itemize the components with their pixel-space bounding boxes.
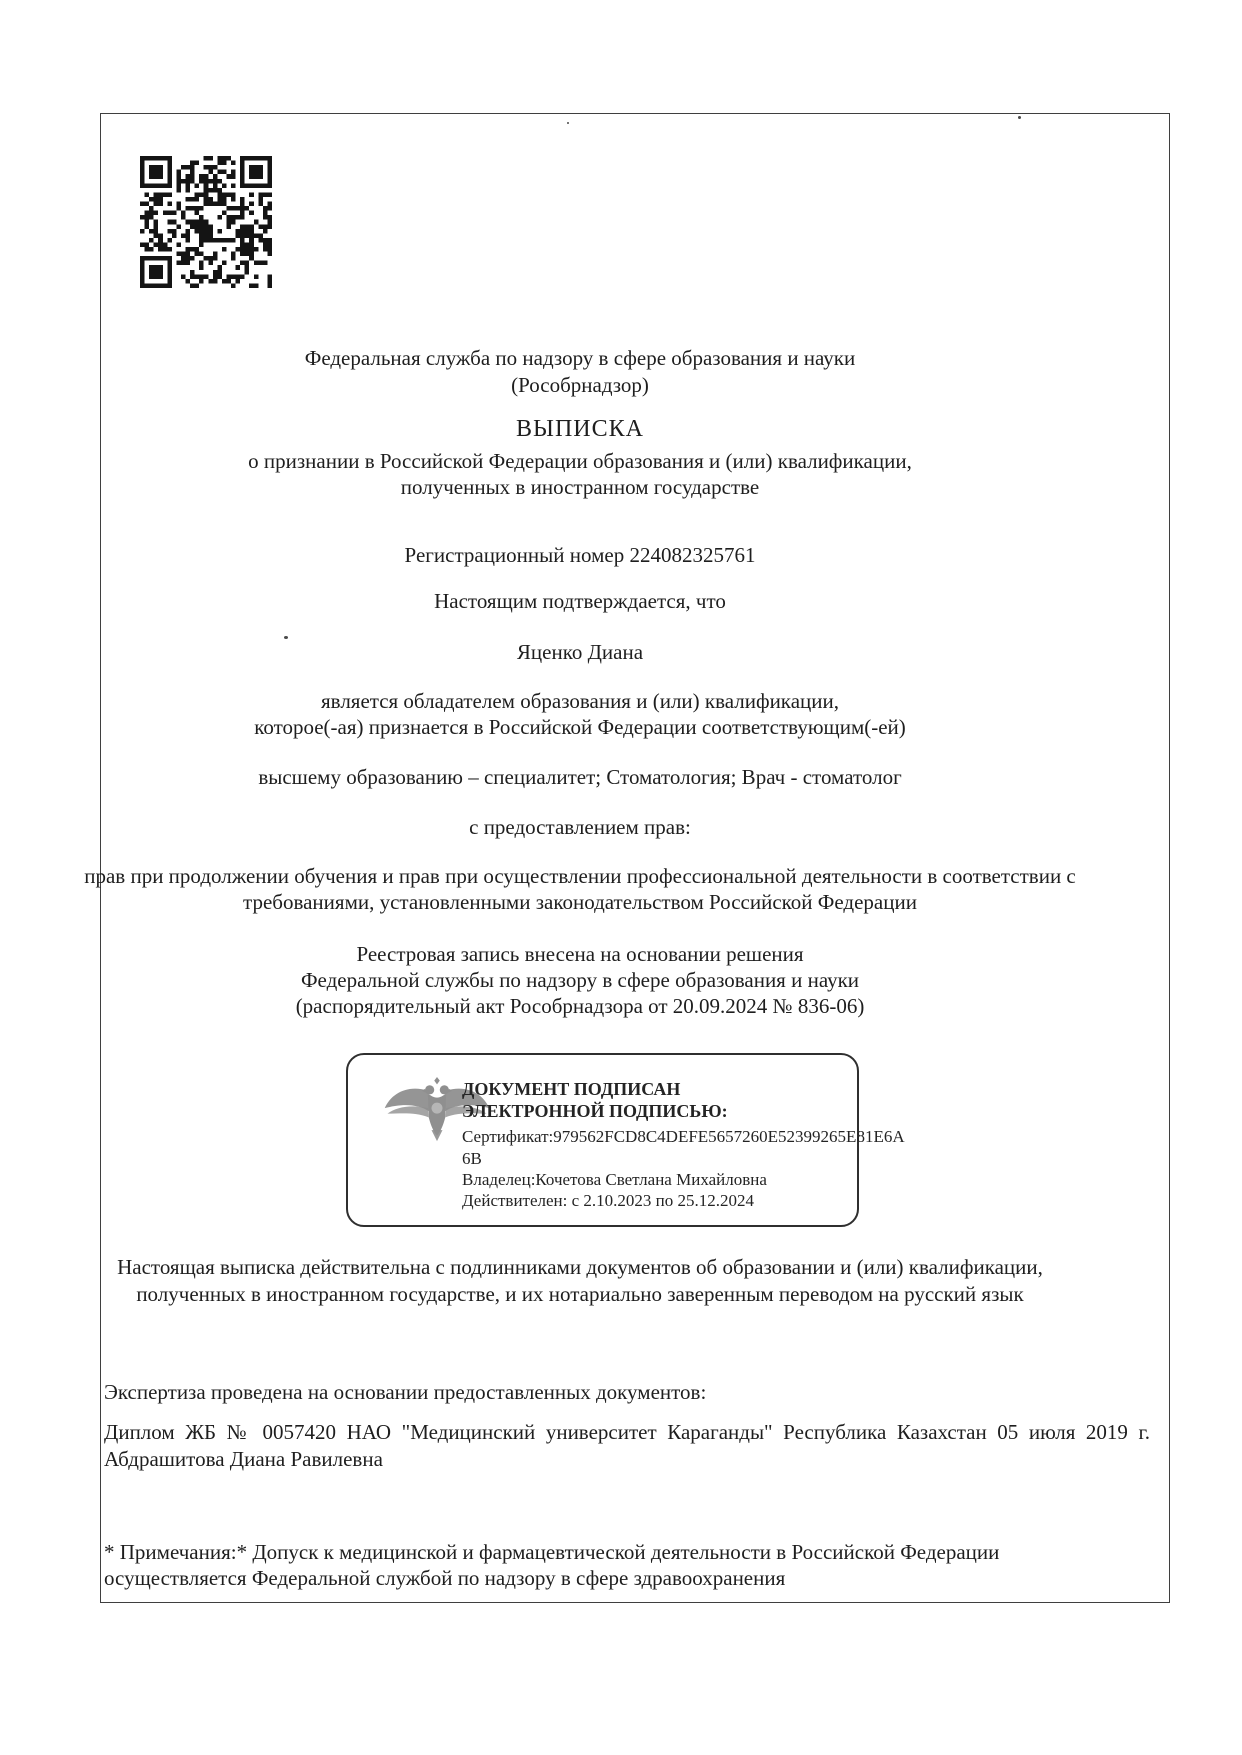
stamp-owner-line: Владелец:Кочетова Светлана Михайловна	[462, 1170, 767, 1189]
ownership-line1: является обладателем образования и (или) квалификации,	[321, 689, 839, 713]
validity-note-line2: полученных в иностранном государстве, и их нотариально заверенным переводом на русский язык	[136, 1282, 1024, 1306]
qualification-line: высшему образованию – специалитет; Стоматология; Врач - стоматолог	[258, 765, 902, 789]
rights-line1: прав при продолжении обучения и прав при осуществлении профессиональной деятельности в соответствии с	[84, 864, 1076, 888]
document-title: ВЫПИСКА	[516, 416, 644, 442]
ownership-line2: которое(-ая) признается в Российской Федерации соответствующим(-ей)	[254, 715, 906, 739]
stamp-certificate-line1: Сертификат:979562FCD8C4DEFE5657260E52399265E81E6A	[462, 1127, 905, 1146]
rights-line2: требованиями, установленными законодательством Российской Федерации	[243, 890, 917, 914]
validity-note-line1: Настоящая выписка действительна с подлинниками документов об образовании и (или) квалификации,	[117, 1255, 1043, 1279]
notes-line2: осуществляется Федеральной службой по надзору в сфере здравоохранения	[104, 1566, 786, 1590]
agency-name-line2: (Рособрнадзор)	[511, 373, 649, 397]
notes-line1: * Примечания:* Допуск к медицинской и фармацевтической деятельности в Российской Федерации	[104, 1540, 1000, 1564]
confirmation-line: Настоящим подтверждается, что	[434, 589, 726, 613]
rights-intro: с предоставлением прав:	[469, 815, 691, 839]
agency-name-line1: Федеральная служба по надзору в сфере образования и науки	[304, 346, 856, 370]
scan-artifact-dot	[1018, 116, 1021, 119]
stamp-title-line1: ДОКУМЕНТ ПОДПИСАН	[462, 1079, 681, 1099]
stamp-title-line2: ЭЛЕКТРОННОЙ ПОДПИСЬЮ:	[462, 1101, 728, 1121]
stamp-validity-line: Действителен: с 2.10.2023 по 25.12.2024	[462, 1191, 755, 1210]
expertise-heading: Экспертиза проведена на основании предоставленных документов:	[104, 1380, 707, 1404]
registry-line1: Реестровая запись внесена на основании решения	[356, 942, 804, 966]
diploma-line1: Диплом ЖБ № 0057420 НАО "Медицинский университет Караганды" Республика Казахстан 05 июля 2019 г.	[104, 1420, 1150, 1444]
stamp-certificate-line2: 6B	[462, 1149, 482, 1168]
holder-name: Яценко Диана	[516, 640, 644, 664]
electronic-signature-stamp	[346, 1053, 905, 1227]
qr-code	[140, 152, 272, 292]
registry-line2: Федеральной службы по надзору в сфере образования и науки	[300, 968, 860, 992]
diploma-line2: Абдрашитова Диана Равилевна	[104, 1447, 383, 1471]
document-subtitle-line1: о признании в Российской Федерации образования и (или) квалификации,	[248, 449, 912, 473]
registration-number: Регистрационный номер 224082325761	[404, 543, 756, 567]
document-subtitle-line2: полученных в иностранном государстве	[400, 475, 760, 499]
registry-line3: (распорядительный акт Рособрнадзора от 20.09.2024 № 836-06)	[295, 994, 865, 1018]
scan-artifact-dot	[567, 122, 569, 124]
